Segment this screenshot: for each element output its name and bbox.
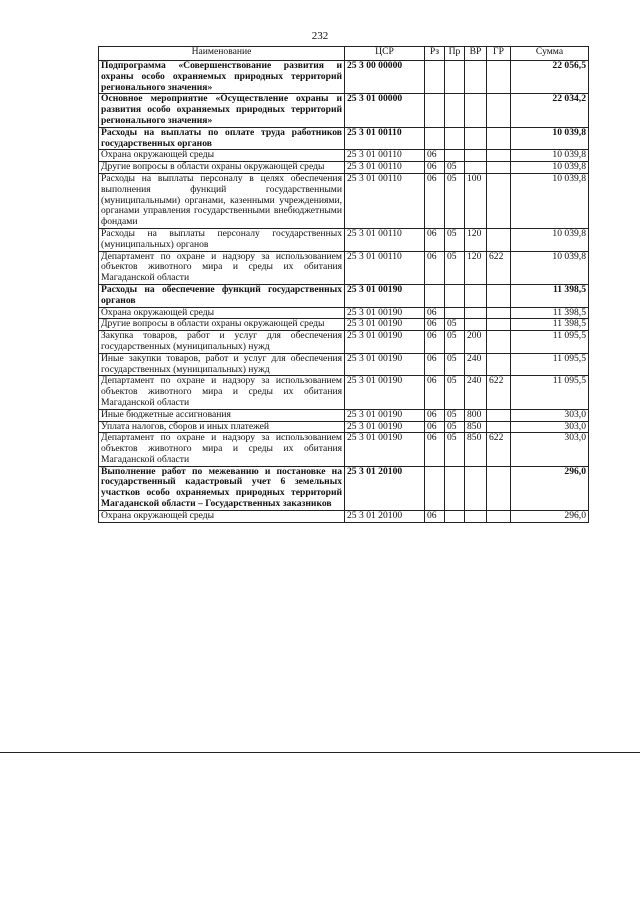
row-gr [487, 466, 511, 510]
row-pr [445, 61, 465, 94]
row-name: Департамент по охране и надзору за использованием объектов животного мира и среды их обитания Магаданской области [99, 433, 345, 466]
row-name: Выполнение работ по межеванию и постановке на государственный кадастровый учет 6 земельных участков особо охраняемых природных территорий Магаданской области – Государственных заказников [99, 466, 345, 510]
row-gr [487, 228, 511, 251]
row-rz: 06 [425, 376, 445, 409]
budget-table [98, 46, 589, 523]
row-csr: 25 3 00 00000 [345, 61, 425, 94]
row-name: Иные закупки товаров, работ и услуг для обеспечения государственных (муниципальных) нужд [99, 353, 345, 376]
row-rz: 06 [425, 409, 445, 421]
row-vr: 850 [465, 421, 487, 433]
row-name: Департамент по охране и надзору за использованием объектов животного мира и среды их обитания Магаданской области [99, 376, 345, 409]
row-rz: 06 [425, 353, 445, 376]
row-gr [487, 127, 511, 150]
row-gr [487, 61, 511, 94]
row-name: Расходы на выплаты персоналу государственных (муниципальных) органов [99, 228, 345, 251]
row-vr: 240 [465, 353, 487, 376]
table-header-row [99, 47, 589, 61]
row-csr: 25 3 01 00190 [345, 409, 425, 421]
row-gr [487, 319, 511, 331]
row-vr: 120 [465, 228, 487, 251]
page-number: 232 [311, 30, 329, 42]
row-vr: 240 [465, 376, 487, 409]
page-divider [0, 752, 640, 753]
row-sum: 303,0 [511, 409, 589, 421]
table-row [99, 162, 589, 174]
row-pr: 05 [445, 228, 465, 251]
header-pr: Пр [445, 47, 465, 61]
header-rz: Рз [425, 47, 445, 61]
row-sum: 303,0 [511, 421, 589, 433]
row-sum: 303,0 [511, 433, 589, 466]
row-name: Другие вопросы в области охраны окружающей среды [99, 162, 345, 174]
header-sum: Сумма [511, 47, 589, 61]
row-gr [487, 284, 511, 307]
row-sum: 11 095,5 [511, 353, 589, 376]
row-rz [425, 466, 445, 510]
row-csr: 25 3 01 00190 [345, 319, 425, 331]
table-row [99, 307, 589, 319]
table-row [99, 61, 589, 94]
row-csr: 25 3 01 00190 [345, 433, 425, 466]
row-rz: 06 [425, 228, 445, 251]
row-csr: 25 3 01 20100 [345, 510, 425, 522]
table-row [99, 421, 589, 433]
row-pr: 05 [445, 409, 465, 421]
row-gr: 622 [487, 433, 511, 466]
row-vr [465, 510, 487, 522]
row-name: Охрана окружающей среды [99, 150, 345, 162]
row-gr [487, 307, 511, 319]
row-rz [425, 61, 445, 94]
table-row [99, 127, 589, 150]
row-sum: 11 398,5 [511, 319, 589, 331]
row-pr [445, 94, 465, 127]
row-vr [465, 162, 487, 174]
row-sum: 10 039,8 [511, 228, 589, 251]
row-vr: 200 [465, 331, 487, 354]
row-pr [445, 510, 465, 522]
row-sum: 11 095,5 [511, 376, 589, 409]
row-gr [487, 421, 511, 433]
table-row [99, 228, 589, 251]
row-pr: 05 [445, 421, 465, 433]
row-rz: 06 [425, 331, 445, 354]
table-row [99, 466, 589, 510]
row-gr [487, 150, 511, 162]
row-rz: 06 [425, 251, 445, 284]
row-vr [465, 94, 487, 127]
row-sum: 11 095,5 [511, 331, 589, 354]
row-rz [425, 127, 445, 150]
table-row [99, 284, 589, 307]
row-csr: 25 3 01 20100 [345, 466, 425, 510]
row-pr: 05 [445, 331, 465, 354]
row-gr [487, 162, 511, 174]
row-rz: 06 [425, 433, 445, 466]
row-csr: 25 3 01 00190 [345, 284, 425, 307]
row-vr: 850 [465, 433, 487, 466]
row-pr: 05 [445, 251, 465, 284]
row-sum: 10 039,8 [511, 173, 589, 228]
row-csr: 25 3 01 00110 [345, 162, 425, 174]
row-csr: 25 3 01 00190 [345, 421, 425, 433]
row-csr: 25 3 01 00000 [345, 94, 425, 127]
row-sum: 10 039,8 [511, 150, 589, 162]
row-pr: 05 [445, 433, 465, 466]
row-csr: 25 3 01 00190 [345, 376, 425, 409]
row-vr: 100 [465, 173, 487, 228]
row-vr [465, 61, 487, 94]
row-csr: 25 3 01 00190 [345, 307, 425, 319]
row-name: Охрана окружающей среды [99, 307, 345, 319]
row-pr: 05 [445, 162, 465, 174]
row-rz: 06 [425, 319, 445, 331]
row-pr: 05 [445, 376, 465, 409]
header-csr: ЦСР [345, 47, 425, 61]
table-row [99, 173, 589, 228]
row-gr [487, 173, 511, 228]
row-gr [487, 94, 511, 127]
row-name: Подпрограмма «Совершенствование развития и охраны особо охраняемых природных территорий регионального значения» [99, 61, 345, 94]
row-sum: 10 039,8 [511, 251, 589, 284]
row-rz: 06 [425, 421, 445, 433]
row-csr: 25 3 01 00190 [345, 353, 425, 376]
row-sum: 22 034,2 [511, 94, 589, 127]
row-pr [445, 150, 465, 162]
row-vr [465, 466, 487, 510]
table-row [99, 433, 589, 466]
table-row [99, 409, 589, 421]
row-csr: 25 3 01 00190 [345, 331, 425, 354]
row-vr: 120 [465, 251, 487, 284]
row-csr: 25 3 01 00110 [345, 150, 425, 162]
row-pr: 05 [445, 319, 465, 331]
row-name: Уплата налогов, сборов и иных платежей [99, 421, 345, 433]
row-pr [445, 127, 465, 150]
row-name: Основное мероприятие «Осуществление охраны и развития особо охраняемых природных территорий регионального значения» [99, 94, 345, 127]
table-row [99, 251, 589, 284]
row-rz: 06 [425, 150, 445, 162]
row-csr: 25 3 01 00110 [345, 251, 425, 284]
row-sum: 296,0 [511, 466, 589, 510]
row-csr: 25 3 01 00110 [345, 127, 425, 150]
row-rz: 06 [425, 162, 445, 174]
row-csr: 25 3 01 00110 [345, 228, 425, 251]
row-name: Расходы на выплаты по оплате труда работников государственных органов [99, 127, 345, 150]
row-rz: 06 [425, 510, 445, 522]
row-gr [487, 510, 511, 522]
table-row [99, 331, 589, 354]
row-vr [465, 319, 487, 331]
row-name: Департамент по охране и надзору за использованием объектов животного мира и среды их обитания Магаданской области [99, 251, 345, 284]
header-gr: ГР [487, 47, 511, 61]
row-vr [465, 307, 487, 319]
table-row [99, 94, 589, 127]
row-rz [425, 284, 445, 307]
row-sum: 296,0 [511, 510, 589, 522]
row-vr [465, 127, 487, 150]
row-name: Иные бюджетные ассигнования [99, 409, 345, 421]
header-vr: ВР [465, 47, 487, 61]
row-gr [487, 409, 511, 421]
table-row [99, 376, 589, 409]
table-row [99, 319, 589, 331]
row-rz: 06 [425, 307, 445, 319]
row-rz [425, 94, 445, 127]
row-gr: 622 [487, 251, 511, 284]
row-vr [465, 284, 487, 307]
table-row [99, 510, 589, 522]
row-vr [465, 150, 487, 162]
row-pr [445, 284, 465, 307]
row-csr: 25 3 01 00110 [345, 173, 425, 228]
row-name: Другие вопросы в области охраны окружающей среды [99, 319, 345, 331]
table-row [99, 353, 589, 376]
row-pr [445, 466, 465, 510]
row-sum: 22 056,5 [511, 61, 589, 94]
row-name: Расходы на выплаты персоналу в целях обеспечения выполнения функций государственными (муниципальными) органами, казенными учреждениями, органами управления государственными внебюджетными фондами [99, 173, 345, 228]
row-gr [487, 331, 511, 354]
header-name: Наименование [99, 47, 345, 61]
row-pr [445, 307, 465, 319]
row-pr: 05 [445, 173, 465, 228]
row-name: Расходы на обеспечение функций государственных органов [99, 284, 345, 307]
row-sum: 11 398,5 [511, 284, 589, 307]
table-row [99, 150, 589, 162]
row-name: Охрана окружающей среды [99, 510, 345, 522]
row-rz: 06 [425, 173, 445, 228]
row-name: Закупка товаров, работ и услуг для обеспечения государственных (муниципальных) нужд [99, 331, 345, 354]
row-gr [487, 353, 511, 376]
row-sum: 10 039,8 [511, 162, 589, 174]
row-pr: 05 [445, 353, 465, 376]
row-vr: 800 [465, 409, 487, 421]
row-sum: 10 039,8 [511, 127, 589, 150]
row-gr: 622 [487, 376, 511, 409]
row-sum: 11 398,5 [511, 307, 589, 319]
